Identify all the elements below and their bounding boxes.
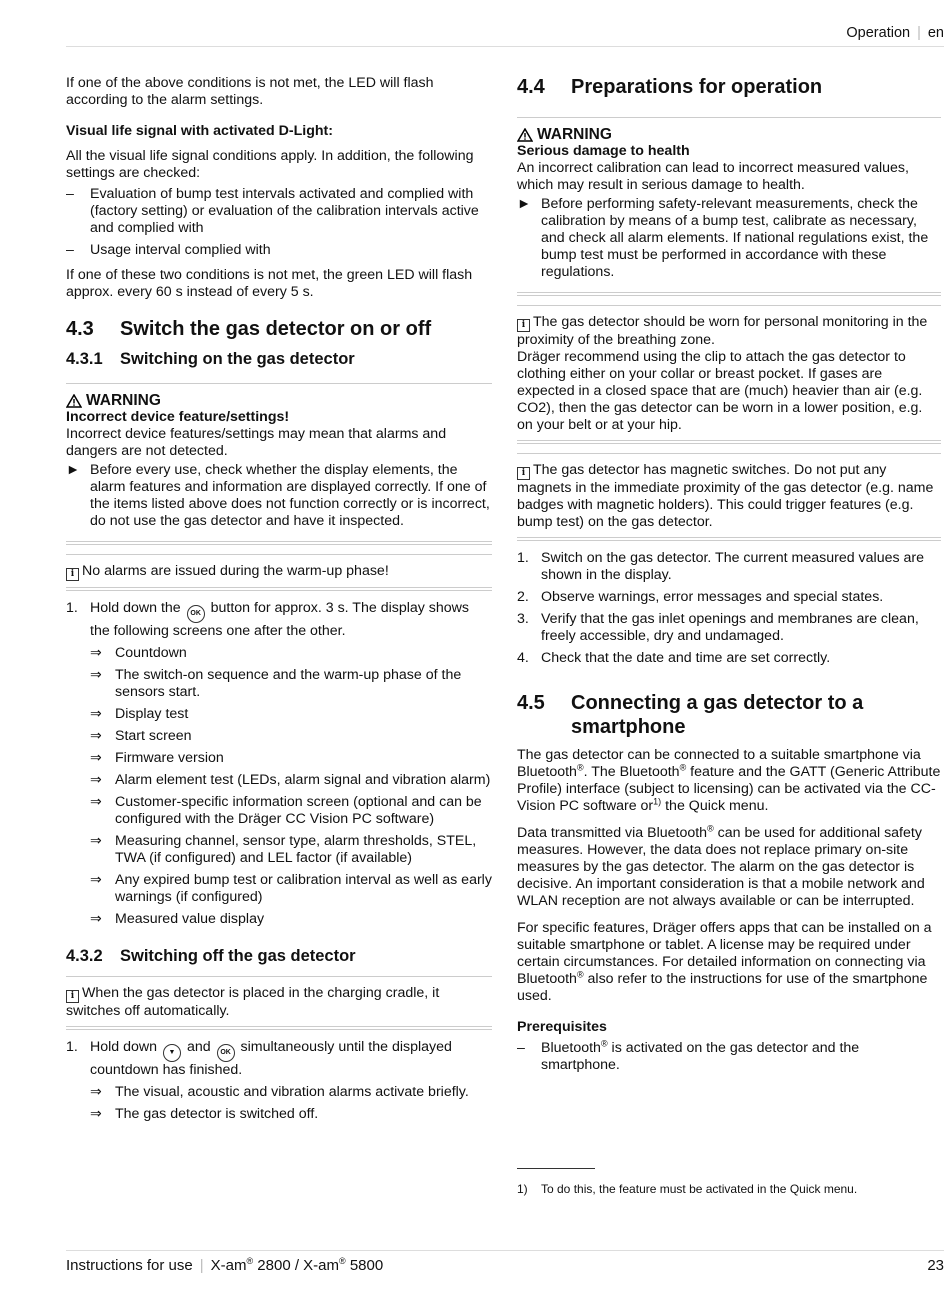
result-item: ⇒ The gas detector is switched off.: [90, 1106, 319, 1122]
result-item: ⇒ Start screen: [90, 728, 192, 744]
result-item: ⇒ Measured value display: [90, 911, 265, 927]
footnote: 1) To do this, the feature must be activated in the Quick menu.: [517, 1182, 858, 1196]
warning-action: Before every use, check whether the display elements, the alarm features and information are displayed correctly. If one of the items listed above does not function correctly or is incorrect, do not use the gas detector and have it inspected.: [90, 462, 490, 529]
dlight-after: If one of these two conditions is not met, the green LED will flash approx. every 60 s instead of every 5 s.: [66, 267, 473, 300]
list-item: – Evaluation of bump test intervals activated and complied with (factory setting) or evaluation of the calibration intervals active and complied with: [66, 186, 479, 236]
result-item: ⇒ The switch-on sequence and the warm-up phase of the sensors start.: [90, 667, 462, 700]
page-header: Operation | en: [66, 20, 944, 47]
warning-title: Serious damage to health: [517, 143, 690, 159]
page-footer: Instructions for use | X-am® 2800 / X-am® 5800 23: [66, 1250, 944, 1274]
paragraph: For specific features, Dräger offers apps that can be installed on a suitable smartphone or tablet. A license may be required under certain circumstances. For detailed information on connecting via Bluetooth® also refer to the instructions for use of the smartphone used.: [517, 920, 932, 1004]
result-item: ⇒ Firmware version: [90, 750, 224, 766]
right-column: [517, 75, 941, 1079]
info-icon: i: [66, 990, 79, 1003]
step-item: 1. Hold down ▼ and OK simultaneously until the displayed countdown has finished.: [66, 1039, 452, 1078]
list-item: – Usage interval complied with: [66, 242, 271, 258]
intro-text: If one of the above conditions is not met, the LED will flash according to the alarm settings.: [66, 75, 434, 108]
warning-box: [66, 383, 492, 542]
note-box: i The gas detector has magnetic switches. Do not put any magnets in the immediate proximity of the gas detector (e.g. name badges with magnetic holders). This could trigger features (e.g. bump test) on the gas detector.: [517, 453, 941, 538]
warning-label: WARNING: [537, 126, 612, 143]
step-item: 1. Hold down the OK button for approx. 3 s. The display shows the following screens one after the other.: [66, 600, 470, 639]
down-button-icon: ▼: [163, 1044, 181, 1062]
paragraph: Data transmitted via Bluetooth® can be used for additional safety measures. However, the data does not replace primary on-site measures by the gas detector. The alarm on the gas detector is decisive. An important consideration is that a mobile network and WLAN reception are not always available or can be interrupted.: [517, 823, 925, 909]
dlight-text: All the visual life signal conditions apply. In addition, the following settings are checked:: [66, 148, 474, 181]
header-section: Operation: [846, 25, 911, 41]
result-item: ⇒ Alarm element test (LEDs, alarm signal and vibration alarm): [90, 772, 491, 788]
section-4-3-2-heading: 4.3.2 Switching off the gas detector: [66, 947, 356, 965]
note-box: i The gas detector should be worn for personal monitoring in the proximity of the breathing zone. Dräger recommend using the clip to attach the gas detector to clothing either on your collar or breast pocket. If gases are expected in a closed space that are (much) heavier than air (e.g. CO2), then the gas detector can be worn in a lower position, e.g. on your belt or at your hip.: [517, 305, 941, 441]
result-item: ⇒ Any expired bump test or calibration interval as well as early warnings (if configured): [90, 872, 492, 905]
result-item: ⇒ The visual, acoustic and vibration alarms activate briefly.: [90, 1084, 469, 1100]
arrow-icon: ►: [66, 462, 81, 478]
result-item: ⇒ Countdown: [90, 645, 187, 661]
warning-icon: [517, 128, 533, 142]
section-4-4-heading: 4.4 Preparations for operation: [517, 76, 823, 98]
warning-text: An incorrect calibration can lead to incorrect measured values, which may result in serious damage to health.: [517, 160, 909, 193]
footer-doc: Instructions for use: [66, 1257, 193, 1274]
warning-icon: [66, 394, 82, 408]
warning-label: WARNING: [86, 392, 161, 409]
warning-box: [517, 117, 941, 293]
section-4-3-1-heading: 4.3.1 Switching on the gas detector: [66, 350, 355, 368]
note-box: i No alarms are issued during the warm-up phase!: [66, 554, 492, 588]
section-4-3-heading: 4.3 Switch the gas detector on or off: [66, 318, 432, 340]
step-item: 4. Check that the date and time are set correctly.: [517, 650, 831, 666]
info-icon: i: [66, 568, 79, 581]
ok-button-icon: OK: [187, 605, 205, 623]
footnote-divider: [517, 1168, 595, 1169]
paragraph: The gas detector can be connected to a suitable smartphone via Bluetooth®. The Bluetooth® feature and the GATT (Generic Attribute Profile) interface (subject to licensing) can be activated via the CC-Vision PC software $or^{1)}$ the Quick menu.: [517, 747, 941, 814]
prereq-title: Prerequisites: [517, 1019, 607, 1035]
info-icon: i: [517, 319, 530, 332]
note-box: i When the gas detector is placed in the charging cradle, it switches off automatically.: [66, 976, 492, 1027]
ok-button-icon: OK: [217, 1044, 235, 1062]
header-lang: en: [927, 25, 944, 41]
step-item: 2. Observe warnings, error messages and special states.: [517, 589, 884, 605]
info-icon: i: [517, 467, 530, 480]
warning-text: Incorrect device features/settings may mean that alarms and dangers are not detected.: [66, 426, 447, 459]
step-item: 3. Verify that the gas inlet openings and membranes are clean, freely accessible, dry and undamaged.: [517, 611, 919, 644]
section-4-5-heading: 4.5 Connecting a gas detector to a smartphone: [517, 692, 864, 738]
list-item: – Bluetooth® is activated on the gas detector and the smartphone.: [517, 1038, 860, 1073]
step-item: 1. Switch on the gas detector. The current measured values are shown in the display.: [517, 550, 925, 583]
result-item: ⇒ Customer-specific information screen (optional and can be configured with the Dräger CC Vision PC software): [90, 794, 482, 827]
result-item: ⇒ Display test: [90, 706, 189, 722]
footer-model: X-am® 2800 / X-am® 5800: [210, 1256, 384, 1274]
result-item: ⇒ Measuring channel, sensor type, alarm thresholds, STEL, TWA (if configured) and LEL factor (if available): [90, 833, 477, 866]
left-column: [66, 75, 492, 1128]
dlight-title: Visual life signal with activated D-Light:: [66, 123, 333, 139]
warning-action: Before performing safety-relevant measurements, check the calibration by means of a bump test, calibrate as necessary, and check all alarm elements. If national regulations exist, the bump test must be performed in accordance with these regulations.: [541, 196, 929, 280]
warning-title: Incorrect device feature/settings!: [66, 409, 290, 425]
arrow-icon: ►: [517, 196, 532, 212]
page-number: 23: [927, 1257, 944, 1274]
